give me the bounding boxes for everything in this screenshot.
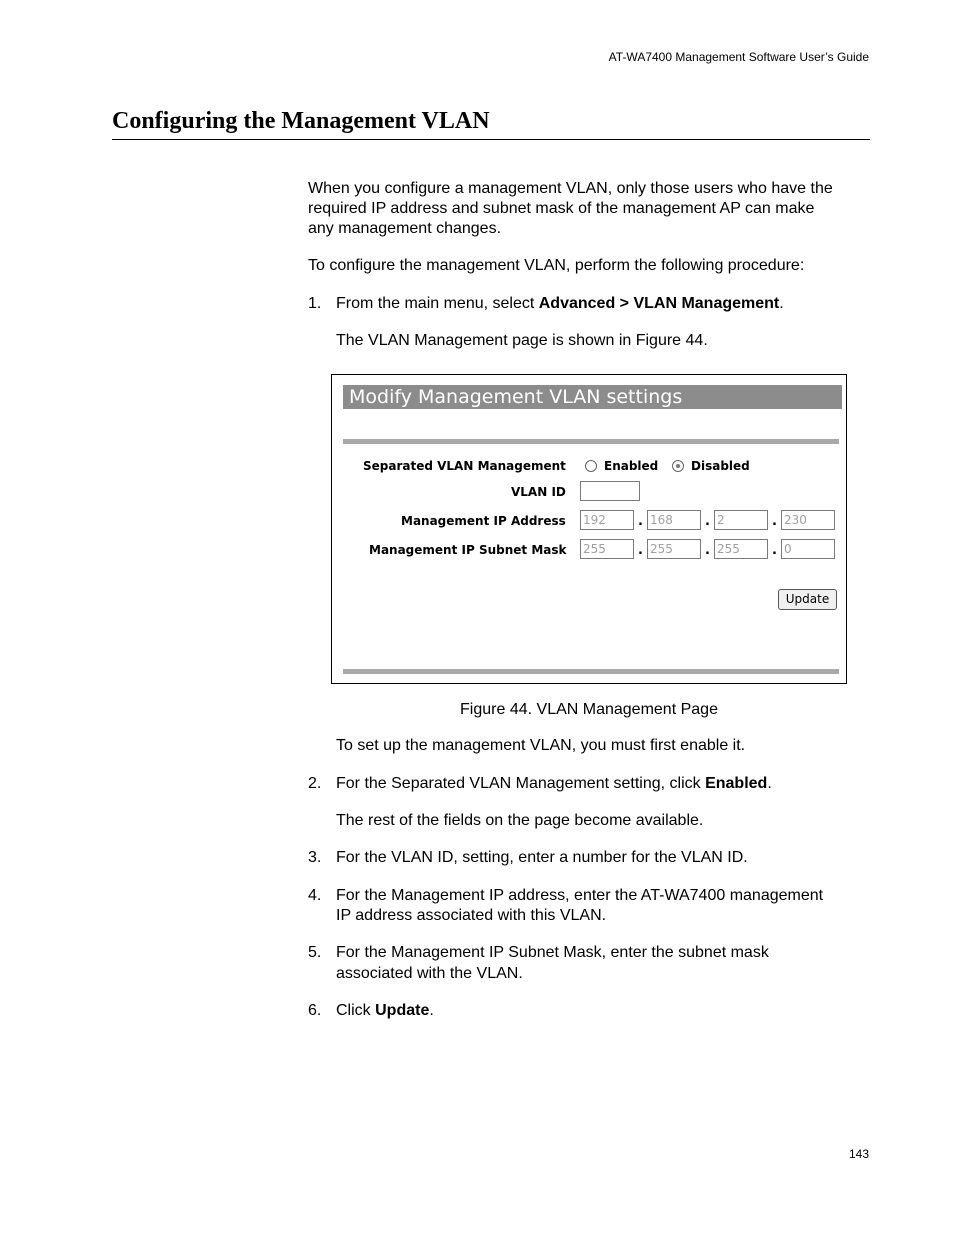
vlan-id-input[interactable] — [580, 481, 640, 501]
figure-header: Modify Management VLAN settings — [343, 385, 842, 409]
ip-octet-4-input[interactable]: 230 — [781, 510, 835, 530]
step-3-text: For the VLAN ID, setting, enter a number for the VLAN ID. — [336, 849, 748, 866]
ip-octet-2-input[interactable]: 168 — [647, 510, 701, 530]
mask-separator: . — [705, 543, 710, 558]
intro-line-3: any management changes. — [308, 220, 502, 237]
step-1-text: From the main menu, select Advanced > VLAN Management. — [336, 295, 784, 312]
figure-bottom-rule — [343, 669, 839, 674]
vlan-id-label: VLAN ID — [511, 485, 566, 499]
step-5-line-2: associated with the VLAN. — [336, 965, 523, 982]
disabled-radio-label[interactable]: Disabled — [691, 459, 750, 473]
step-4-line-2: IP address associated with this VLAN. — [336, 907, 607, 924]
ip-octet-1-input[interactable]: 192 — [580, 510, 634, 530]
after-figure-note: To set up the management VLAN, you must first enable it. — [336, 737, 746, 754]
update-button[interactable]: Update — [778, 589, 837, 610]
mask-separator: . — [772, 543, 777, 558]
intro-line-2: required IP address and subnet mask of the management AP can make — [308, 200, 815, 217]
step-5-line-1: For the Management IP Subnet Mask, enter the subnet mask — [336, 944, 769, 961]
procedure-intro: To configure the management VLAN, perform the following procedure: — [308, 257, 805, 274]
step-2-note: The rest of the fields on the page become available. — [336, 812, 704, 829]
page-number: 143 — [848, 1147, 869, 1161]
mask-octet-2-input[interactable]: 255 — [647, 539, 701, 559]
step-number: 4. — [308, 887, 322, 904]
step-6-text: Click Update. — [336, 1002, 434, 1019]
running-header: AT-WA7400 Management Software User’s Guide — [608, 50, 869, 64]
ip-octet-3-input[interactable]: 2 — [714, 510, 768, 530]
figure-caption: Figure 44. VLAN Management Page — [460, 701, 718, 718]
step-2-text: For the Separated VLAN Management setting, click Enabled. — [336, 775, 772, 792]
ip-address-label: Management IP Address — [401, 514, 566, 528]
separated-vlan-label: Separated VLAN Management — [363, 459, 566, 473]
step-number: 6. — [308, 1002, 322, 1019]
step-number: 2. — [308, 775, 322, 792]
enabled-radio-label[interactable]: Enabled — [604, 459, 659, 473]
step-number: 1. — [308, 295, 322, 312]
step-number: 5. — [308, 944, 322, 961]
vlan-management-figure — [331, 374, 847, 684]
subnet-mask-label: Management IP Subnet Mask — [369, 543, 567, 557]
ip-separator: . — [705, 514, 710, 529]
ip-separator: . — [638, 514, 643, 529]
title-rule — [112, 139, 870, 140]
intro-line-1: When you configure a management VLAN, only those users who have the — [308, 180, 833, 197]
mask-separator: . — [638, 543, 643, 558]
mask-octet-4-input[interactable]: 0 — [781, 539, 835, 559]
mask-octet-1-input[interactable]: 255 — [580, 539, 634, 559]
figure-top-rule — [343, 439, 839, 444]
step-number: 3. — [308, 849, 322, 866]
enabled-radio[interactable] — [585, 460, 597, 472]
disabled-radio[interactable] — [672, 460, 684, 472]
section-title: Configuring the Management VLAN — [112, 108, 490, 134]
mask-octet-3-input[interactable]: 255 — [714, 539, 768, 559]
ip-separator: . — [772, 514, 777, 529]
step-1-note: The VLAN Management page is shown in Figure 44. — [336, 332, 708, 349]
step-4-line-1: For the Management IP address, enter the AT-WA7400 management — [336, 887, 824, 904]
